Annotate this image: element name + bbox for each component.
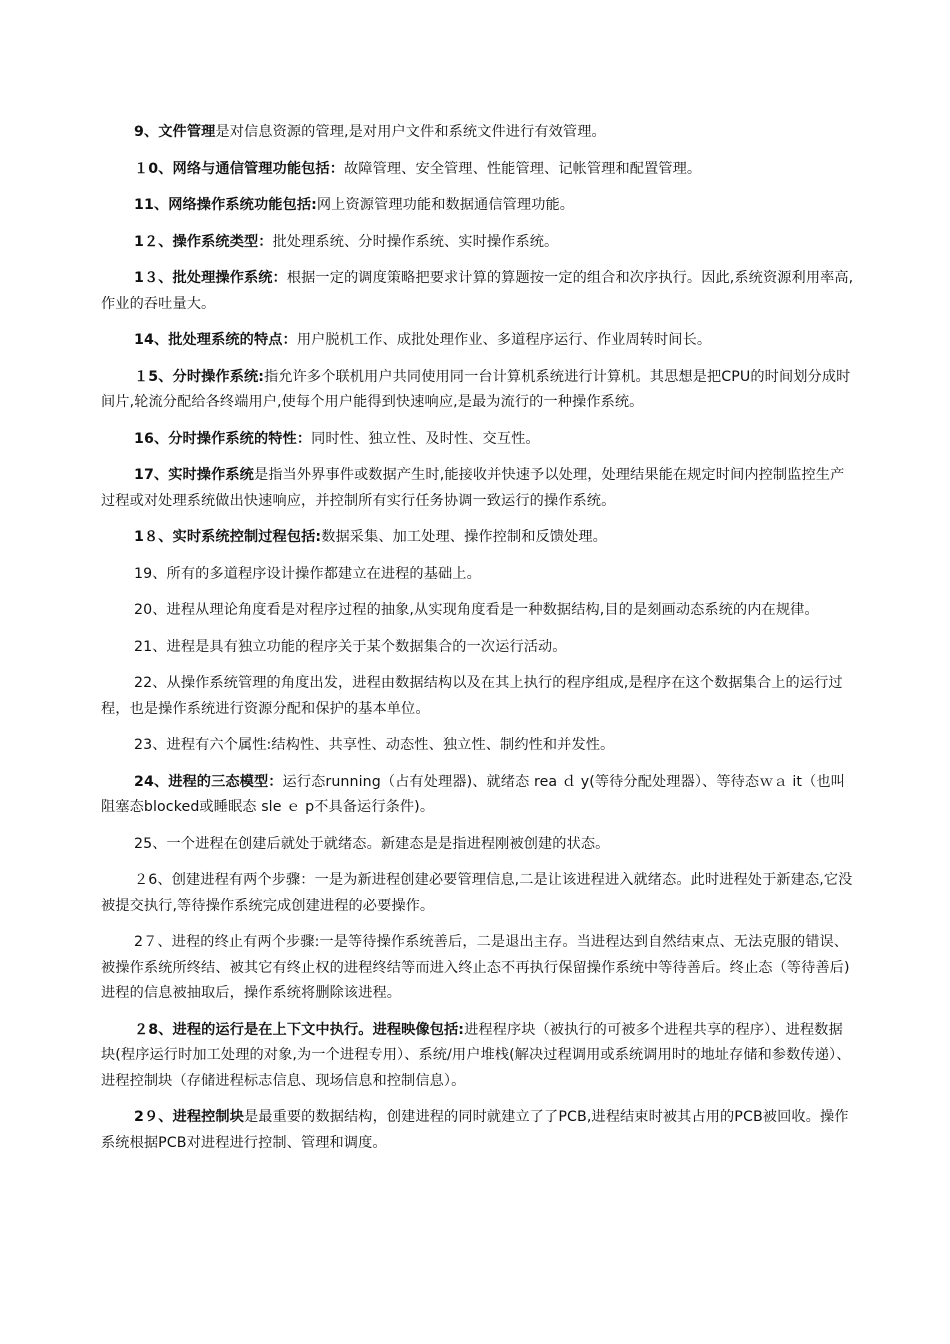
paragraph-heading: 1２、操作系统类型： — [134, 233, 273, 250]
paragraph-text: 19、所有的多道程序设计操作都建立在进程的基础上。 — [134, 565, 481, 582]
paragraph-text: 网上资源管理功能和数据通信管理功能。 — [316, 197, 575, 213]
paragraph-19 — [101, 562, 857, 588]
paragraph-26 — [101, 868, 857, 919]
paragraph-heading: １0、网络与通信管理功能包括： — [134, 160, 344, 177]
paragraph-heading: 16、分时操作系统的特性： — [134, 430, 312, 447]
paragraph-9 — [101, 120, 857, 146]
paragraph-heading: ２8、进程的运行是在上下文中执行。进程映像包括: — [134, 1021, 465, 1038]
paragraph-12 — [101, 230, 857, 256]
paragraph-text: 是指当外界事件或数据产生时,能接收并快速予以处理，处理结果能在规定时间内控制监控生产过程或对处理系统做出快速响应，并控制所有实行任务协调一致运行的操作系统。 — [101, 467, 845, 509]
paragraph-22 — [101, 671, 857, 722]
paragraph-text: 故障管理、安全管理、性能管理、记帐管理和配置管理。 — [344, 160, 702, 177]
paragraph-28 — [101, 1018, 857, 1095]
paragraph-25 — [101, 832, 857, 858]
paragraph-10 — [101, 157, 857, 183]
paragraph-heading: 2９、进程控制块 — [134, 1109, 244, 1125]
paragraph-text: 是最重要的数据结构，创建进程的同时就建立了了PCB,进程结束时被其占用的PCB被回收。操作系统根据PCB对进程进行控制、管理和调度。 — [101, 1109, 849, 1151]
paragraph-text: ２6、创建进程有两个步骤：一是为新进程创建必要管理信息,二是让该进程进入就绪态。此时进程处于新建态,它没被提交执行,等待操作系统完成创建进程的必要操作。 — [101, 872, 853, 914]
paragraph-text: 2７、进程的终止有两个步骤:一是等待操作系统善后，二是退出主存。当进程达到自然结束点、无法克服的错误、被操作系统所终结、被其它有终止权的进程终结等而进入终止态不再执行保留操作系统中等待善后。终止态（等待善后)进程的信息被抽取后，操作系统将删除该进程。 — [101, 934, 850, 1001]
paragraph-heading: 17、实时操作系统 — [134, 467, 254, 483]
paragraph-20 — [101, 598, 857, 624]
paragraph-text: 是对信息资源的管理,是对用户文件和系统文件进行有效管理。 — [215, 124, 606, 140]
paragraph-text: 22、从操作系统管理的角度出发，进程由数据结构以及在其上执行的程序组成,是程序在这个数据集合上的运行过程，也是操作系统进行资源分配和保护的基本单位。 — [101, 675, 843, 717]
paragraph-16 — [101, 427, 857, 453]
paragraph-text: 批处理系统、分时操作系统、实时操作系统。 — [272, 233, 559, 250]
paragraph-heading: 1３、批处理操作系统： — [134, 270, 287, 286]
paragraph-21 — [101, 635, 857, 661]
paragraph-18 — [101, 525, 857, 551]
paragraph-11 — [101, 193, 857, 219]
paragraph-text: 指允许多个联机用户共同使用同一台计算机系统进行计算机。其思想是把CPU的时间划分成时间片,轮流分配给各终端用户,使每个用户能得到快速响应,是最为流行的一种操作系统。 — [101, 368, 851, 410]
paragraph-24 — [101, 770, 857, 821]
paragraph-heading: 1８、实时系统控制过程包括: — [134, 529, 322, 545]
paragraph-heading: １5、分时操作系统: — [134, 368, 265, 385]
paragraph-text: 根据一定的调度策略把要求计算的算题按一定的组合和次序执行。因此,系统资源利用率高,作业的吞吐量大。 — [101, 270, 854, 312]
paragraph-15 — [101, 365, 857, 416]
paragraph-23 — [101, 733, 857, 759]
paragraph-text: 25、一个进程在创建后就处于就绪态。新建态是是指进程刚被创建的状态。 — [134, 835, 610, 852]
paragraph-text: 20、进程从理论角度看是对程序过程的抽象,从实现角度看是一种数据结构,目的是刻画动态系统的内在规律。 — [134, 602, 819, 618]
paragraph-17 — [101, 463, 857, 514]
paragraph-heading: 24、进程的三态模型： — [134, 773, 283, 790]
paragraph-text: 21、进程是具有独立功能的程序关于某个数据集合的一次运行活动。 — [134, 638, 567, 655]
paragraph-27 — [101, 930, 857, 1007]
paragraph-heading: 11、网络操作系统功能包括: — [134, 197, 317, 213]
paragraph-13 — [101, 266, 857, 317]
paragraph-29 — [101, 1105, 857, 1156]
paragraph-text: 数据采集、加工处理、操作控制和反馈处理。 — [321, 529, 607, 545]
paragraph-14 — [101, 328, 857, 354]
paragraph-text: 用户脱机工作、成批处理作业、多道程序运行、作业周转时间长。 — [296, 332, 712, 348]
paragraph-heading: 9、文件管理 — [134, 124, 216, 140]
paragraph-text: 运行态running（占有处理器)、就绪态 rea ｄ y(等待分配处理器）、等待态ｗａ it（也叫阻塞态blocked或睡眠态 sle ｅ p不具备运行条件)。 — [101, 773, 845, 815]
paragraph-heading: 14、批处理系统的特点： — [134, 332, 297, 348]
paragraph-text: 同时性、独立性、及时性、交互性。 — [311, 430, 540, 447]
document-body — [101, 120, 857, 1167]
paragraph-text: 23、进程有六个属性:结构性、共享性、动态性、独立性、制约性和并发性。 — [134, 737, 615, 753]
paragraph-text: 进程程序块（被执行的可被多个进程共享的程序）、进程数据块(程序运行时加工处理的对象,为一个进程专用）、系统/用户堆栈(解决过程调用或系统调用时的地址存储和参数传递）、进程控制块（存储进程标志信息、现场信息和控制信息）。 — [101, 1021, 851, 1089]
